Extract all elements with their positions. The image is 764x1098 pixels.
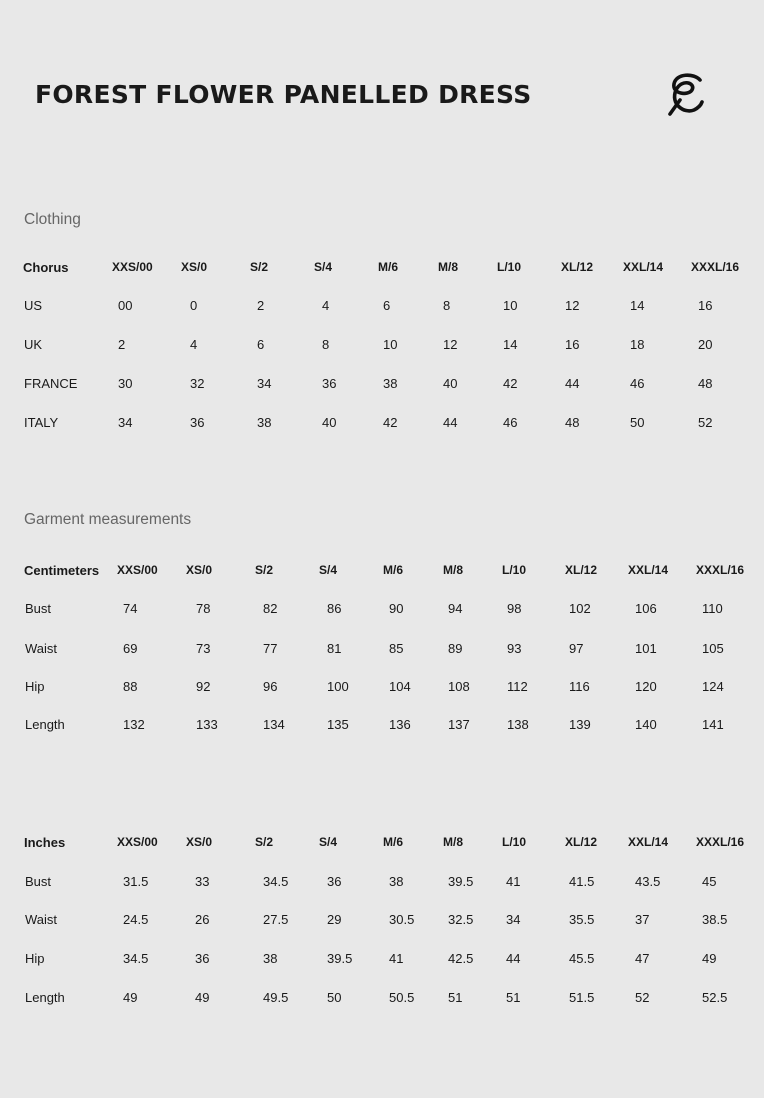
- table-cell: 48: [698, 376, 713, 391]
- table-cell: 16: [698, 298, 713, 313]
- table-cell: 44: [443, 415, 458, 430]
- table-cell: 78: [196, 601, 211, 616]
- row-label: Waist: [25, 912, 58, 927]
- section-label-garment-measurements: Garment measurements: [24, 511, 192, 528]
- column-header: L/10: [497, 260, 522, 274]
- table-cell: 37: [635, 912, 650, 927]
- table-cell: 85: [389, 641, 404, 656]
- table-cell: 82: [263, 601, 278, 616]
- table-cell: 137: [448, 717, 470, 732]
- column-header: S/4: [319, 563, 338, 577]
- column-header: M/6: [378, 260, 399, 274]
- table-cell: 51: [448, 990, 463, 1005]
- column-header: M/6: [383, 563, 404, 577]
- row-label: Length: [25, 990, 65, 1005]
- column-header: XXXL/16: [696, 563, 745, 577]
- table-cell: 39.5: [448, 874, 474, 889]
- row-label: Bust: [25, 601, 52, 616]
- column-header: XL/12: [561, 260, 594, 274]
- column-header: XXXL/16: [691, 260, 740, 274]
- table-cell: 90: [389, 601, 404, 616]
- table-cell: 92: [196, 679, 211, 694]
- table-cell: 18: [630, 337, 645, 352]
- table-cell: 30.5: [389, 912, 415, 927]
- c-loop-logo-icon: [664, 70, 710, 118]
- column-header: XL/12: [565, 835, 598, 849]
- table-cell: 97: [569, 641, 584, 656]
- table-cell: 86: [327, 601, 342, 616]
- table-cell: 139: [569, 717, 591, 732]
- table-cell: 89: [448, 641, 463, 656]
- table-cell: 00: [118, 298, 133, 313]
- table-cell: 45: [702, 874, 717, 889]
- table-cell: 38: [389, 874, 404, 889]
- column-header: XL/12: [565, 563, 598, 577]
- table-cell: 46: [503, 415, 518, 430]
- column-header: M/8: [443, 835, 464, 849]
- table-cell: 138: [507, 717, 529, 732]
- row-label: US: [24, 298, 43, 313]
- column-header: M/8: [443, 563, 464, 577]
- table-cell: 88: [123, 679, 138, 694]
- table-cell: 38.5: [702, 912, 728, 927]
- column-header: XXS/00: [117, 563, 158, 577]
- table-cell: 132: [123, 717, 145, 732]
- table-cell: 81: [327, 641, 342, 656]
- table-cell: 49: [123, 990, 138, 1005]
- table-cell: 16: [565, 337, 580, 352]
- table-cell: 36: [195, 951, 210, 966]
- table-cell: 39.5: [327, 951, 353, 966]
- column-header: L/10: [502, 563, 527, 577]
- row-label: Hip: [25, 951, 45, 966]
- table-cell: 36: [190, 415, 205, 430]
- table-cell: 135: [327, 717, 349, 732]
- table-cell: 102: [569, 601, 591, 616]
- table-cell: 10: [383, 337, 398, 352]
- column-header: XS/0: [186, 835, 213, 849]
- table-cell: 34.5: [123, 951, 149, 966]
- table-cell: 33: [195, 874, 210, 889]
- table-cell: 20: [698, 337, 713, 352]
- column-header: S/4: [314, 260, 333, 274]
- row-label: Bust: [25, 874, 52, 889]
- table-cell: 38: [383, 376, 398, 391]
- table-cell: 42.5: [448, 951, 474, 966]
- table-cell: 93: [507, 641, 522, 656]
- page-title: FOREST FLOWER PANELLED DRESS: [35, 80, 532, 109]
- table-cell: 105: [702, 641, 724, 656]
- column-header: XXL/14: [628, 835, 669, 849]
- table-cell: 124: [702, 679, 724, 694]
- table-cell: 50: [327, 990, 342, 1005]
- table-cell: 41: [506, 874, 521, 889]
- table-cell: 6: [257, 337, 265, 352]
- table-cell: 8: [443, 298, 451, 313]
- table-cell: 2: [118, 337, 126, 352]
- table-cell: 41.5: [569, 874, 595, 889]
- table-cell: 73: [196, 641, 211, 656]
- table-cell: 29: [327, 912, 342, 927]
- table-cell: 106: [635, 601, 657, 616]
- table-cell: 14: [630, 298, 645, 313]
- table-cell: 32.5: [448, 912, 474, 927]
- table-cell: 133: [196, 717, 218, 732]
- column-header: S/4: [319, 835, 338, 849]
- table-cell: 96: [263, 679, 278, 694]
- table-cell: 0: [190, 298, 198, 313]
- table-cell: 50: [630, 415, 645, 430]
- table-cell: 36: [327, 874, 342, 889]
- table-cell: 77: [263, 641, 278, 656]
- column-header: XS/0: [181, 260, 208, 274]
- table-cell: 51: [506, 990, 521, 1005]
- table-cell: 4: [190, 337, 198, 352]
- table-cell: 30: [118, 376, 133, 391]
- table-cell: 26: [195, 912, 210, 927]
- table-cell: 14: [503, 337, 518, 352]
- table-cell: 10: [503, 298, 518, 313]
- table-cell: 41: [389, 951, 404, 966]
- table-cell: 50.5: [389, 990, 415, 1005]
- table-cell: 136: [389, 717, 411, 732]
- table-cell: 42: [383, 415, 398, 430]
- table-cell: 52: [698, 415, 713, 430]
- table-cell: 116: [569, 679, 590, 694]
- table-cell: 12: [443, 337, 458, 352]
- table-cell: 47: [635, 951, 650, 966]
- column-header: M/8: [438, 260, 459, 274]
- table-cell: 104: [389, 679, 411, 694]
- table-corner-label: Chorus: [23, 260, 69, 275]
- table-cell: 34: [118, 415, 133, 430]
- table-cell: 98: [507, 601, 522, 616]
- table-cell: 2: [257, 298, 265, 313]
- column-header: L/10: [502, 835, 527, 849]
- column-header: XXXL/16: [696, 835, 745, 849]
- table-corner-label: Inches: [24, 835, 66, 850]
- table-cell: 52: [635, 990, 650, 1005]
- column-header: XXS/00: [112, 260, 153, 274]
- table-cell: 34: [257, 376, 272, 391]
- table-cell: 35.5: [569, 912, 595, 927]
- table-cell: 134: [263, 717, 285, 732]
- column-header: S/2: [250, 260, 269, 274]
- row-label: FRANCE: [24, 376, 78, 391]
- table-cell: 40: [322, 415, 337, 430]
- column-header: XXS/00: [117, 835, 158, 849]
- table-cell: 52.5: [702, 990, 728, 1005]
- table-cell: 120: [635, 679, 657, 694]
- table-cell: 12: [565, 298, 580, 313]
- table-cell: 24.5: [123, 912, 149, 927]
- table-cell: 141: [702, 717, 724, 732]
- table-cell: 36: [322, 376, 337, 391]
- table-corner-label: Centimeters: [24, 563, 100, 578]
- table-cell: 32: [190, 376, 205, 391]
- table-cell: 4: [322, 298, 330, 313]
- column-header: XXL/14: [623, 260, 664, 274]
- table-cell: 94: [448, 601, 463, 616]
- column-header: S/2: [255, 563, 274, 577]
- column-header: S/2: [255, 835, 274, 849]
- table-cell: 74: [123, 601, 138, 616]
- table-cell: 112: [507, 679, 528, 694]
- row-label: Length: [25, 717, 65, 732]
- table-cell: 43.5: [635, 874, 661, 889]
- row-label: Hip: [25, 679, 45, 694]
- table-cell: 27.5: [263, 912, 289, 927]
- table-cell: 34.5: [263, 874, 289, 889]
- table-cell: 49.5: [263, 990, 289, 1005]
- table-cell: 34: [506, 912, 521, 927]
- table-cell: 48: [565, 415, 580, 430]
- table-cell: 45.5: [569, 951, 595, 966]
- table-cell: 44: [565, 376, 580, 391]
- row-label: UK: [24, 337, 43, 352]
- table-cell: 101: [635, 641, 657, 656]
- table-cell: 42: [503, 376, 518, 391]
- table-cell: 108: [448, 679, 470, 694]
- table-cell: 44: [506, 951, 521, 966]
- table-cell: 140: [635, 717, 657, 732]
- table-cell: 46: [630, 376, 645, 391]
- table-cell: 49: [195, 990, 210, 1005]
- table-cell: 31.5: [123, 874, 149, 889]
- table-cell: 49: [702, 951, 717, 966]
- table-cell: 69: [123, 641, 138, 656]
- table-cell: 110: [702, 601, 723, 616]
- table-cell: 40: [443, 376, 458, 391]
- table-cell: 8: [322, 337, 330, 352]
- row-label: Waist: [25, 641, 58, 656]
- table-cell: 51.5: [569, 990, 595, 1005]
- column-header: XS/0: [186, 563, 213, 577]
- table-cell: 6: [383, 298, 391, 313]
- column-header: XXL/14: [628, 563, 669, 577]
- table-cell: 38: [257, 415, 272, 430]
- column-header: M/6: [383, 835, 404, 849]
- section-label-clothing: Clothing: [24, 211, 81, 228]
- table-cell: 100: [327, 679, 349, 694]
- table-cell: 38: [263, 951, 278, 966]
- row-label: ITALY: [24, 415, 59, 430]
